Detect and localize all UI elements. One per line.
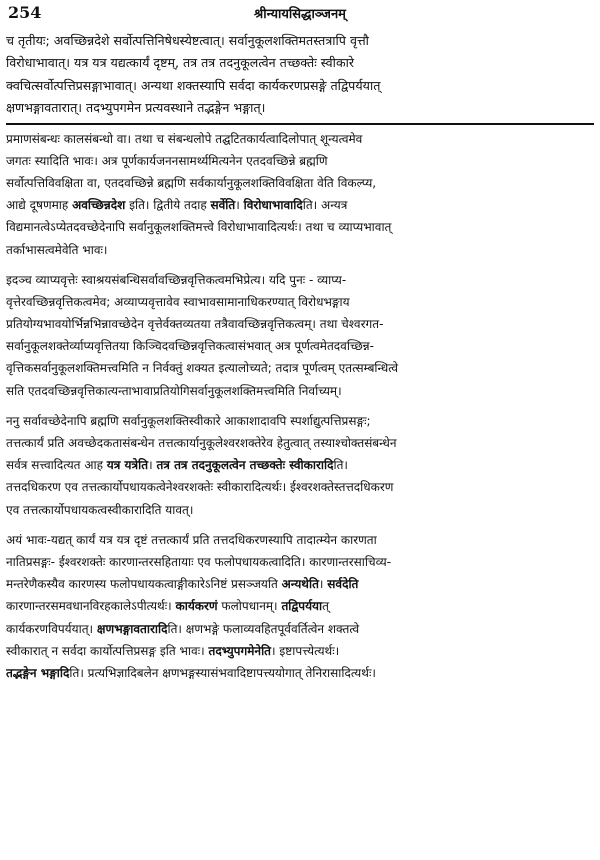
commentary-text: ति। <box>333 458 348 473</box>
commentary-line <box>6 357 594 379</box>
commentary-text: फलोपधानम्। <box>217 599 282 614</box>
commentary-text: प्रतियोग्यभावयोर्भिन्नभिन्नावच्छेदेन वृत्तेर्वक्तव्यतया तत्रैवावच्छिन्नवृत्तिकत्वम्। तथा चेश्वरगत- <box>6 317 384 332</box>
commentary-line <box>6 128 594 150</box>
commentary-text: तत्तत्कार्यं प्रति अवच्छेदकतासंबन्धेन तत्तत्कार्यानुकूलेश्वरशक्तेरेव हेतुत्वात् तस्याश्चोक्तसंबन्धेन <box>6 436 397 450</box>
main-text-line: क्षणभङ्गावतारात्। तदभ्युपगमेन प्रत्यवस्थाने तद्भङ्गेन भङ्गात्। <box>6 100 266 116</box>
commentary-text: । <box>235 198 244 213</box>
commentary-line <box>6 194 594 216</box>
commentary-line <box>6 172 594 194</box>
quoted-term: अन्यथेति <box>281 577 319 592</box>
commentary-line <box>6 476 594 498</box>
main-text-line: क्वचित्सर्वोत्पत्तिप्रसङ्गाभावात्। अन्यथा शक्तस्यापि सर्वदा कार्यकरणप्रसङ्गे तद्विपर्ययात् <box>6 77 381 93</box>
commentary-text: नातिप्रसङ्गः- ईश्वरशक्तेः कारणान्तरसहितायाः एव फलोपधायकत्वादिति। कारणान्तरसाचिव्य- <box>6 554 392 569</box>
quoted-term: यत्र यत्रेति <box>106 458 149 473</box>
commentary-text: अयं भावः-यद्यत् कार्यं यत्र यत्र दृष्टं तत्तत्कार्यं प्रति तत्तदधिकरणस्यापि तादात्म्येन कारणता <box>6 532 377 547</box>
commentary-text: सर्वोत्पत्तिविवक्षिता वा, एतदवच्छिन्ने ब्रह्मणि सर्वकार्यानुकूलशक्तिविवक्षिता वेति विकल्प्य, <box>6 175 377 190</box>
commentary-text: । <box>318 577 328 592</box>
section-divider <box>6 123 594 125</box>
commentary-paragraph <box>6 128 594 261</box>
commentary-text: सति एतदवच्छिन्नवृत्तिकात्यन्ताभावाप्रतियोगिसर्वानुकूलशक्तिमत्त्वमिति निर्वाच्यम्। <box>6 383 342 398</box>
commentary-line <box>6 499 594 521</box>
commentary-line <box>6 573 594 595</box>
quoted-term: सर्वदेति <box>327 577 359 592</box>
commentary-line <box>6 335 594 357</box>
quoted-term: क्षणभङ्गावतारादि <box>96 621 168 636</box>
commentary-text: ति। प्रत्यभिज्ञादिबलेन क्षणभङ्गस्यासंभवादिष्टापत्त्ययोगात् तेनिरासादित्यर्थः। <box>69 665 376 680</box>
commentary-line <box>6 269 594 291</box>
commentary-line <box>6 239 594 261</box>
commentary-line <box>6 640 594 662</box>
commentary-paragraph <box>6 410 594 521</box>
running-title: श्रीन्यायसिद्धाञ्जनम् <box>254 7 346 22</box>
quoted-term: तदभ्युपगमेनेति <box>208 643 272 658</box>
commentary-text: तर्काभासत्वमेवेति भावः। <box>6 242 108 257</box>
commentary-text: आद्ये दूषणमाह <box>6 198 73 213</box>
commentary-text: त् <box>322 599 329 614</box>
quoted-term: सर्वेति <box>210 198 236 213</box>
commentary-line <box>6 529 594 551</box>
commentary-text: । इष्टापत्त्येत्यर्थः। <box>271 643 340 658</box>
commentary-line <box>6 410 594 432</box>
commentary-line <box>6 380 594 402</box>
commentary-text: ति। अन्यत्र <box>302 198 348 213</box>
commentary-paragraph <box>6 529 594 684</box>
main-text-line: विरोधाभावात्। यत्र यत्र यद्यत्कार्यं दृष्टम्, तत्र तत्र तदनुकूलत्वेन तच्छक्तेः स्वीकारे <box>6 55 355 71</box>
commentary-text: स्वीकारात् न सर्वदा कार्योत्पत्तिप्रसङ्ग इति भावः। <box>6 643 209 658</box>
commentary-block <box>6 128 594 693</box>
commentary-text: ननु सर्वावच्छेदेनापि ब्रह्मणि सर्वानुकूलशक्तिस्वीकारे आकाशादावपि स्पर्शाद्युत्पत्तिप्रसङ्गः; <box>6 413 371 428</box>
commentary-text: वृत्तिकसर्वानुकूलशक्तिमत्त्वमिति न निर्वक्तुं शक्यत इत्यालोच्यते; तदात्र पूर्णत्वम् एतत्सम्बन्धित्वे <box>6 361 399 376</box>
commentary-text: वृत्तेरवच्छिन्नवृत्तिकत्वमेव; अव्याप्यवृत्तावेव स्वाभावसामानाधिकरण्यात् विरोधभङ्गाय <box>6 294 350 309</box>
commentary-text: ति। क्षणभङ्गे फलाव्यवहितपूर्ववर्तित्वेन शक्तत्वे <box>167 621 360 636</box>
commentary-text: इदञ्च व्याप्यवृत्तेः स्वाश्रयसंबन्धिसर्वावच्छिन्नवृत्तिकत्वमभिप्रेत्य। यदि पुनः - व्याप्य- <box>6 272 347 287</box>
commentary-text: जगतः स्यादिति भावः। अत्र पूर्णकार्यजननसामर्थ्यमित्यनेन एतदवच्छिन्ने ब्रह्मणि <box>6 153 328 168</box>
commentary-line <box>6 313 594 335</box>
commentary-line <box>6 551 594 573</box>
commentary-paragraph <box>6 269 594 402</box>
commentary-text: तत्तदधिकरण एव तत्तत्कार्योपधायकत्वेनेश्वरशक्तेः स्वीकारादित्यर्थः। ईश्वरशक्तेस्तत्तदधिकरण <box>6 480 394 495</box>
quoted-term: कार्यकरणं <box>175 599 218 614</box>
quoted-term: विरोधाभावादि <box>243 198 303 213</box>
commentary-text: विद्यमानत्वेऽप्येतदवच्छेदेनापि सर्वानुकूलशक्तिमत्त्वे विरोधाभावादित्यर्थः। तथा च व्याप्यभावात् <box>6 220 392 235</box>
commentary-text: कारणान्तरसमवधानविरहकालेऽपीत्यर्थः। <box>6 599 176 614</box>
quoted-term: तद्भङ्गेन भङ्गादि <box>6 665 70 680</box>
quoted-term: तत्र तत्र तदनुकूलत्वेन तच्छक्तेः स्वीकारादि <box>156 458 334 473</box>
commentary-text: मन्तरेणैकस्यैव कारणस्य फलोपधायकत्वाङ्गीकारेऽनिष्टं प्रसञ्जयति <box>6 577 282 592</box>
commentary-line <box>6 432 594 454</box>
commentary-line <box>6 454 594 476</box>
main-text-block <box>6 30 594 120</box>
page-number: 254 <box>8 3 42 22</box>
quoted-term: अवच्छिन्नदेश <box>72 198 126 213</box>
quoted-term: तद्विपर्यया <box>281 599 323 614</box>
commentary-text: एव तत्तत्कार्योपधायकत्वस्वीकारादिति यावत्। <box>6 502 194 517</box>
commentary-line <box>6 291 594 313</box>
commentary-text: । <box>148 458 157 473</box>
commentary-line <box>6 216 594 238</box>
page-header <box>6 0 594 30</box>
main-text-line: च तृतीयः; अवच्छिन्नदेशे सर्वोत्पत्तिनिषेधस्येष्टत्वात्। सर्वानुकूलशक्तिमतस्तत्रापि वृत्तौ <box>6 33 369 48</box>
commentary-text: सर्वानुकूलशक्तेर्व्याप्यवृत्तितया किञ्चिदवच्छिन्नवृत्तिकत्वासंभवात् अत्र पूर्णत्वमेतदवच्छिन्न- <box>6 339 374 354</box>
commentary-line <box>6 595 594 617</box>
commentary-text: प्रमाणसंबन्धः कालसंबन्धो वा। तथा च संबन्धलोपे तद्घटितकार्यत्वादिलोपात् शून्यत्वमेव <box>6 131 363 146</box>
commentary-text: कार्यकरणविपर्ययात्। <box>6 621 97 636</box>
commentary-text: सर्वत्र सत्त्वादित्यत आह <box>6 458 107 473</box>
commentary-line <box>6 618 594 640</box>
commentary-line <box>6 150 594 172</box>
commentary-text: इति। द्वितीये तदाह <box>125 198 211 213</box>
commentary-line <box>6 662 594 684</box>
